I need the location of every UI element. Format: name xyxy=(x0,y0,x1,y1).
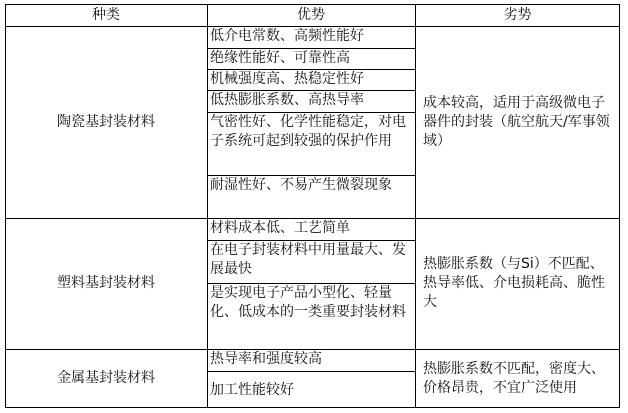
advantage-divider xyxy=(207,112,415,113)
advantage-divider xyxy=(207,175,415,176)
border-left xyxy=(5,4,6,408)
ceramic-advantage-2: 绝缘性能好、可靠性高 xyxy=(210,50,350,66)
border-bottom xyxy=(5,407,620,408)
ceramic-advantage-5: 气密性好、化学性能稳定，对电子系统可起到较强的保护作用 xyxy=(210,114,406,149)
comparison-table xyxy=(5,4,620,408)
material-ceramic: 陶瓷基封装材料 xyxy=(57,113,155,130)
ceramic-advantage-1: 低介电常数、高频性能好 xyxy=(210,28,364,44)
row-divider-ceramic-plastic xyxy=(5,218,620,219)
ceramic-disadvantage: 成本较高，适用于高级微电子器件的封装（航空航天/军事领域） xyxy=(423,94,610,149)
header-disadvantages: 劣势 xyxy=(503,6,532,23)
metal-advantage-1: 热导率和强度较高 xyxy=(210,351,322,367)
advantage-divider xyxy=(207,90,415,91)
plastic-advantage-3: 是实现电子产品小型化、轻量化、低成本的一类重要封装材料 xyxy=(210,285,406,320)
ceramic-advantage-4: 低热膨胀系数、高热导率 xyxy=(210,92,364,108)
header-divider xyxy=(5,26,620,27)
plastic-advantage-2: 在电子封装材料中用量最大、发展最快 xyxy=(210,242,406,277)
advantage-divider xyxy=(207,371,415,372)
border-right xyxy=(619,4,620,408)
advantage-divider xyxy=(207,240,415,241)
ceramic-advantage-3: 机械强度高、热稳定性好 xyxy=(210,71,364,87)
header-advantages: 优势 xyxy=(297,6,325,23)
material-plastic: 塑料基封装材料 xyxy=(57,275,155,291)
column-divider-2 xyxy=(415,4,416,408)
plastic-advantage-1: 材料成本低、工艺简单 xyxy=(210,220,350,236)
advantage-divider xyxy=(207,69,415,70)
advantage-divider xyxy=(207,283,415,284)
material-metal: 金属基封装材料 xyxy=(57,370,155,386)
advantage-divider xyxy=(207,48,415,49)
metal-disadvantage: 热膨胀系数不匹配，密度大、价格昂贵，不宜广泛使用 xyxy=(423,360,605,396)
column-divider-1 xyxy=(207,4,208,408)
ceramic-advantage-6: 耐湿性好、不易产生微裂现象 xyxy=(210,177,392,193)
border-top xyxy=(5,4,620,5)
plastic-disadvantage: 热膨胀系数（与Si）不匹配、热导率低、介电损耗高、脆性大 xyxy=(423,256,605,310)
row-divider-plastic-metal xyxy=(5,349,620,350)
header-kind: 种类 xyxy=(92,6,120,23)
metal-advantage-2: 加工性能较好 xyxy=(210,381,294,398)
